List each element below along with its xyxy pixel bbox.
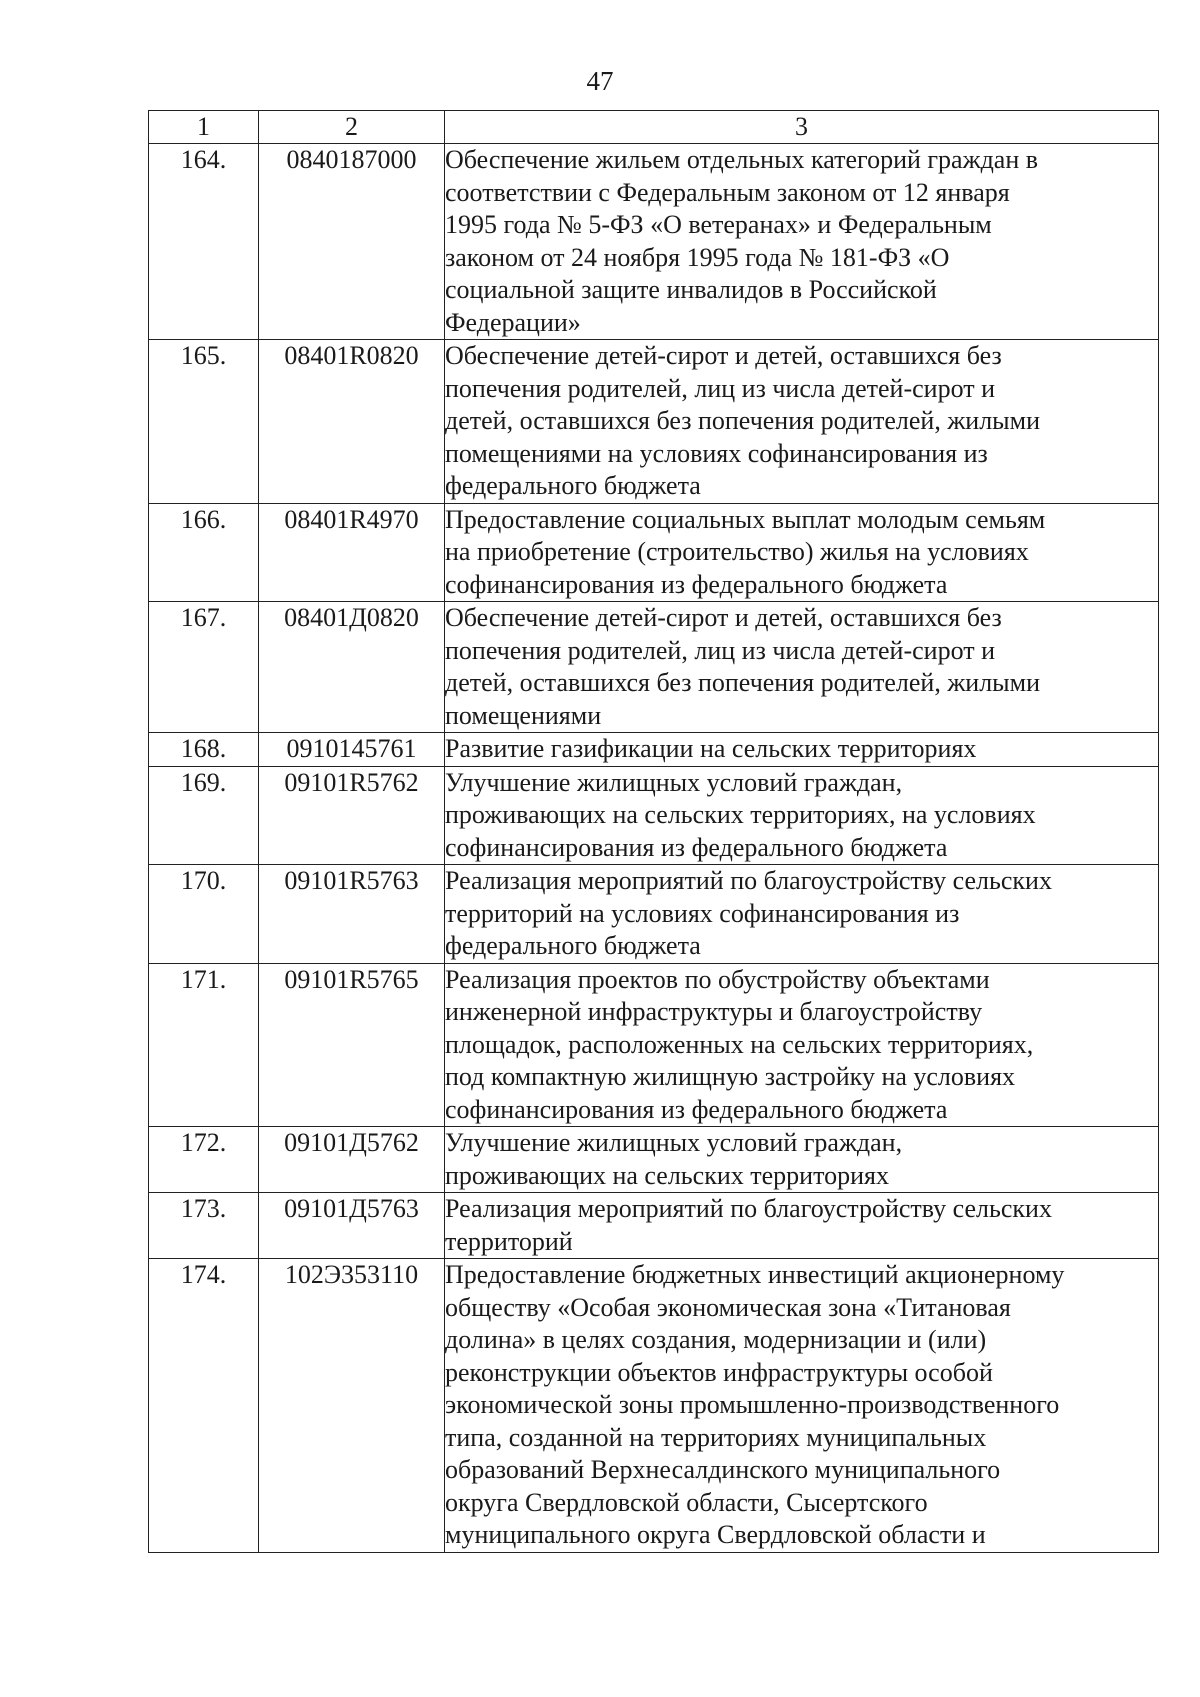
description-cell [445, 1259, 1159, 1553]
description-line: 1995 года № 5-ФЗ «О ветеранах» и Федеральным [445, 210, 992, 239]
description-line: Предоставление социальных выплат молодым семьям [445, 504, 1046, 534]
row-number-cell: 168. [149, 733, 259, 767]
description-line: Реализация проектов по обустройству объектами [445, 964, 990, 994]
table-row [149, 340, 1159, 504]
description-cell [445, 766, 1159, 865]
row-number-cell: 165. [149, 340, 259, 504]
row-number-cell: 174. [149, 1259, 259, 1553]
description-line: под компактную жилищную застройку на условиях [445, 1062, 1016, 1091]
description-line: соответствии с Федеральным законом от 12 января [445, 177, 1010, 207]
description-line: территорий на условиях софинансирования из [445, 898, 960, 928]
row-number-cell: 166. [149, 503, 259, 602]
description-line: инженерной инфраструктуры и благоустройству [445, 997, 983, 1026]
description-line: муниципального округа Свердловской области и [445, 1520, 986, 1549]
table-row [149, 503, 1159, 602]
description-line: Обеспечение детей-сирот и детей, оставшихся без [445, 603, 1002, 632]
budget-code-cell: 09101Д5762 [259, 1127, 445, 1193]
description-line: Обеспечение жильем отдельных категорий граждан в [445, 145, 1039, 174]
description-cell [445, 144, 1159, 340]
table-row [149, 766, 1159, 865]
description-line: детей, оставшихся без попечения родителей, жилыми [445, 406, 1041, 435]
description-line: Обеспечение детей-сирот и детей, оставшихся без [445, 341, 1002, 370]
budget-code-cell: 09101R5762 [259, 766, 445, 865]
table-row [149, 963, 1159, 1127]
row-number-cell: 170. [149, 865, 259, 964]
description-cell [445, 602, 1159, 733]
row-number-cell: 171. [149, 963, 259, 1127]
description-line: территорий [445, 1226, 573, 1256]
table-row [149, 1127, 1159, 1193]
description-cell [445, 1127, 1159, 1193]
description-line: федерального бюджета [445, 931, 701, 960]
description-line: Предоставление бюджетных инвестиций акционерному [445, 1260, 1065, 1289]
description-line: долина» в целях создания, модернизации и (или) [445, 1325, 987, 1354]
budget-codes-table [148, 110, 1159, 1553]
description-line: реконструкции объектов инфраструктуры особой [445, 1357, 993, 1387]
description-line: Реализация мероприятий по благоустройству сельских [445, 866, 1052, 895]
description-line: образований Верхнесалдинского муниципального [445, 1455, 1001, 1484]
description-line: софинансирования из федерального бюджета [445, 569, 948, 599]
description-line: детей, оставшихся без попечения родителей, жилыми [445, 668, 1041, 697]
column-header-number: 1 [149, 111, 259, 144]
description-cell [445, 733, 1159, 767]
budget-code-cell: 0840187000 [259, 144, 445, 340]
description-line: попечения родителей, лиц из числа детей-сирот и [445, 373, 996, 403]
description-cell [445, 865, 1159, 964]
description-line: проживающих на сельских территориях [445, 1160, 889, 1190]
table-row [149, 144, 1159, 340]
row-number-cell: 169. [149, 766, 259, 865]
column-header-code: 2 [259, 111, 445, 144]
description-line: экономической зоны промышленно-производственного [445, 1390, 1060, 1419]
budget-code-cell: 08401R0820 [259, 340, 445, 504]
description-line: помещениями [445, 700, 602, 730]
budget-code-cell: 0910145761 [259, 733, 445, 767]
description-line: проживающих на сельских территориях, на условиях [445, 800, 1036, 829]
description-line: типа, созданной на территориях муниципальных [445, 1422, 987, 1452]
description-line: площадок, расположенных на сельских территориях, [445, 1029, 1034, 1059]
description-cell [445, 503, 1159, 602]
table-body [149, 144, 1159, 1553]
description-line: попечения родителей, лиц из числа детей-сирот и [445, 635, 996, 665]
budget-code-cell: 09101R5763 [259, 865, 445, 964]
description-line: на приобретение (строительство) жилья на условиях [445, 537, 1029, 566]
budget-code-cell: 08401R4970 [259, 503, 445, 602]
description-cell [445, 340, 1159, 504]
table-row [149, 1193, 1159, 1259]
page-number: 47 [586, 66, 614, 96]
row-number-cell: 172. [149, 1127, 259, 1193]
row-number-cell: 173. [149, 1193, 259, 1259]
description-line: Федерации» [445, 307, 581, 337]
table-row [149, 602, 1159, 733]
budget-code-cell: 09101R5765 [259, 963, 445, 1127]
budget-code-cell: 08401Д0820 [259, 602, 445, 733]
budget-code-cell: 102Э353110 [259, 1259, 445, 1553]
row-number-cell: 164. [149, 144, 259, 340]
description-line: софинансирования из федерального бюджета [445, 1094, 948, 1124]
description-line: Реализация мероприятий по благоустройству сельских [445, 1194, 1052, 1223]
description-cell [445, 1193, 1159, 1259]
table-row [149, 865, 1159, 964]
description-line: федерального бюджета [445, 471, 701, 500]
description-line: софинансирования из федерального бюджета [445, 832, 948, 862]
description-line: помещениями на условиях софинансирования из [445, 438, 988, 468]
description-line: Развитие газификации на сельских территориях [445, 734, 977, 763]
description-line: Улучшение жилищных условий граждан, [445, 767, 903, 797]
budget-code-cell: 09101Д5763 [259, 1193, 445, 1259]
table-row [149, 733, 1159, 767]
description-line: обществу «Особая экономическая зона «Титановая [445, 1292, 1011, 1322]
description-line: социальной защите инвалидов в Российской [445, 275, 937, 304]
table-row [149, 1259, 1159, 1553]
description-line: Улучшение жилищных условий граждан, [445, 1128, 903, 1157]
description-line: законом от 24 ноября 1995 года № 181-ФЗ «О [445, 242, 950, 272]
column-header-description: 3 [445, 111, 1159, 144]
description-line: округа Свердловской области, Сысертского [445, 1487, 928, 1517]
table-header-row [149, 111, 1159, 144]
description-cell [445, 963, 1159, 1127]
row-number-cell: 167. [149, 602, 259, 733]
